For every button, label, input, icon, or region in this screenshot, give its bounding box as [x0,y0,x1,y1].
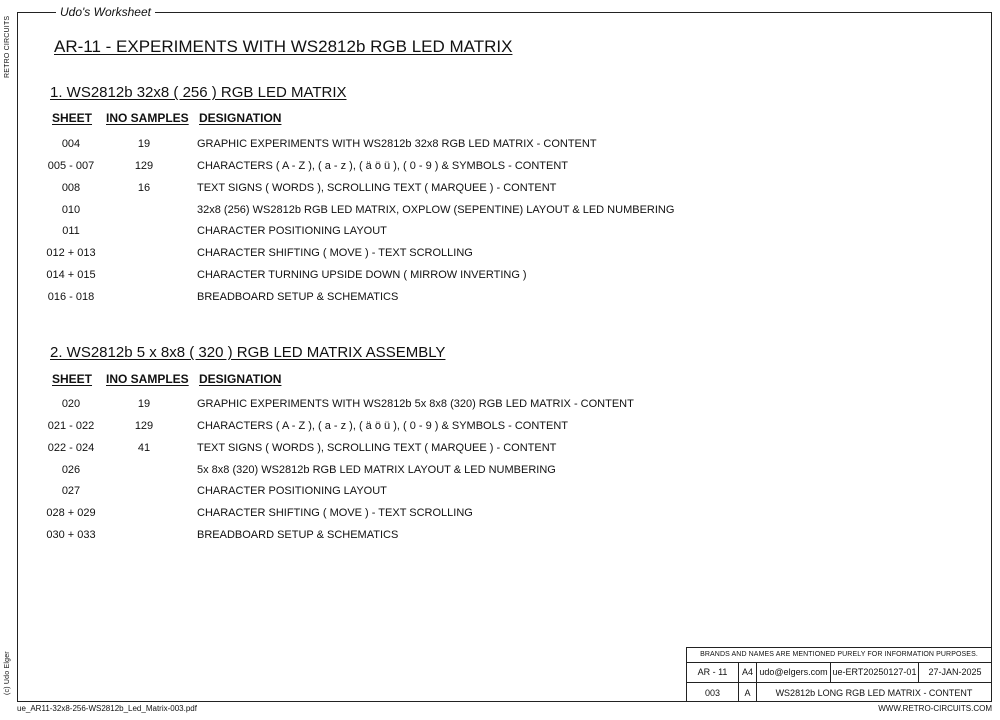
designation: CHARACTER POSITIONING LAYOUT [197,485,387,497]
column-header-samples: INO SAMPLES [106,372,189,386]
column-header-samples: INO SAMPLES [106,111,189,125]
title-block-notice: BRANDS AND NAMES ARE MENTIONED PURELY FOR INFORMATION PURPOSES. [687,648,991,663]
worksheet-label: Udo's Worksheet [56,5,155,19]
sheet-number: 020 [61,398,81,410]
sheet-number: 012 + 013 [46,247,96,259]
sheet-number: 026 [61,464,81,476]
designation: TEXT SIGNS ( WORDS ), SCROLLING TEXT ( MARQUEE ) - CONTENT [197,182,557,194]
sheet-number: 004 [61,138,81,150]
title-block-sheet-title: WS2812b LONG RGB LED MATRIX - CONTENT [757,682,991,702]
sheet-number: 030 + 033 [46,529,96,541]
ino-samples: 129 [134,420,154,432]
ino-samples: 16 [137,182,151,194]
designation: BREADBOARD SETUP & SCHEMATICS [197,291,399,303]
sheet-number: 005 - 007 [47,160,95,172]
side-label-copyright: (c) Udo Elger [4,651,11,695]
title-block [686,647,992,702]
designation: CHARACTER SHIFTING ( MOVE ) - TEXT SCROLLING [197,507,473,519]
footer-website: WWW.RETRO-CIRCUITS.COM [878,704,992,713]
ino-samples: 41 [137,442,151,454]
column-header-designation: DESIGNATION [199,111,282,125]
sheet-number: 011 [62,225,80,237]
title-block-revision: A [739,682,757,702]
ino-samples: 19 [137,138,151,150]
sheet-number: 022 - 024 [47,442,95,454]
sheet-number: 014 + 015 [46,269,96,281]
column-header-sheet: SHEET [52,372,93,386]
sheet-number: 027 [61,485,81,497]
designation: BREADBOARD SETUP & SCHEMATICS [197,529,399,541]
ino-samples: 19 [137,398,151,410]
title-block-email: udo@elgers.com [757,662,831,682]
designation: CHARACTER POSITIONING LAYOUT [197,225,387,237]
title-block-format: A4 [739,662,757,682]
side-label-brand: RETRO CIRCUITS [4,15,11,78]
column-header-sheet: SHEET [52,111,93,125]
title-block-doc-id: ue-ERT20250127-01 [831,662,919,682]
sheet-number: 016 - 018 [47,291,95,303]
designation: CHARACTER SHIFTING ( MOVE ) - TEXT SCROLLING [197,247,473,259]
designation: 5x 8x8 (320) WS2812b RGB LED MATRIX LAYOUT & LED NUMBERING [197,464,556,476]
sheet-number: 021 - 022 [47,420,95,432]
designation: GRAPHIC EXPERIMENTS WITH WS2812b 32x8 RGB LED MATRIX - CONTENT [197,138,597,150]
column-header-designation: DESIGNATION [199,372,282,386]
title-block-project: AR - 11 [687,662,739,682]
sheet-number: 008 [61,182,81,194]
ino-samples: 129 [134,160,154,172]
designation: TEXT SIGNS ( WORDS ), SCROLLING TEXT ( MARQUEE ) - CONTENT [197,442,557,454]
page-title: AR-11 - EXPERIMENTS WITH WS2812b RGB LED MATRIX [54,37,513,56]
designation: CHARACTERS ( A - Z ), ( a - z ), ( ä ö ü ), ( 0 - 9 ) & SYMBOLS - CONTENT [197,160,568,172]
designation: GRAPHIC EXPERIMENTS WITH WS2812b 5x 8x8 (320) RGB LED MATRIX - CONTENT [197,398,634,410]
section-title: 2. WS2812b 5 x 8x8 ( 320 ) RGB LED MATRIX ASSEMBLY [50,344,446,361]
footer-filename: ue_AR11-32x8-256-WS2812b_Led_Matrix-003.pdf [17,704,197,713]
designation: CHARACTERS ( A - Z ), ( a - z ), ( ä ö ü ), ( 0 - 9 ) & SYMBOLS - CONTENT [197,420,568,432]
title-block-sheet: 003 [687,682,739,702]
section-title: 1. WS2812b 32x8 ( 256 ) RGB LED MATRIX [50,84,347,101]
designation: 32x8 (256) WS2812b RGB LED MATRIX, OXPLOW (SEPENTINE) LAYOUT & LED NUMBERING [197,204,675,216]
title-block-date: 27-JAN-2025 [928,667,982,677]
sheet-number: 010 [61,204,81,216]
designation: CHARACTER TURNING UPSIDE DOWN ( MIRROW INVERTING ) [197,269,527,281]
sheet-number: 028 + 029 [46,507,96,519]
